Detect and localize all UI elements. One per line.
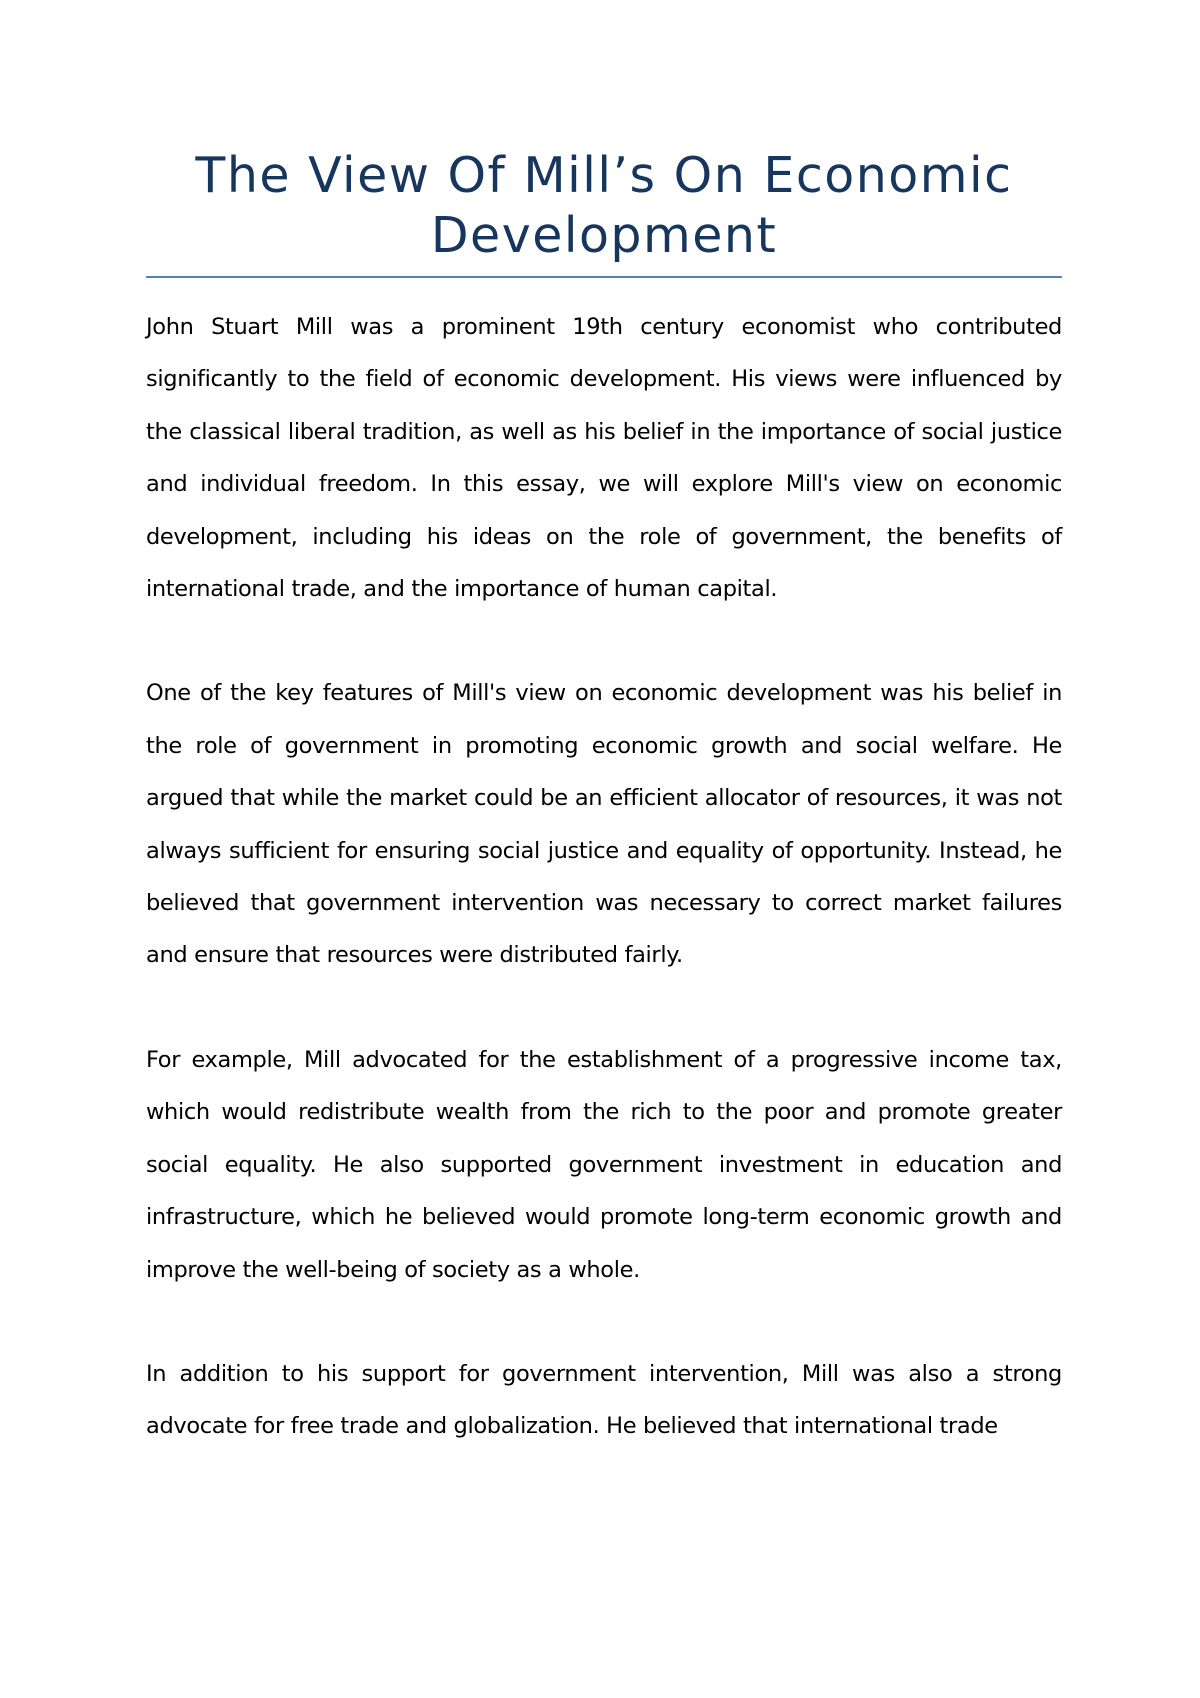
paragraph-2: One of the key features of Mill's view on economic development was his belief in the role of government in promoting economic growth and social welfare. He argued that while the market could be an efficient allocator of resources, it was not always sufficient for ensuring social justice and equality of opportunity. Instead, he believed that government intervention was necessary to correct market failures and ensure that resources were distributed fairly.: [146, 680, 1062, 969]
paragraph-4: In addition to his support for government intervention, Mill was also a strong advocate for free trade and globalization. He believed that international trade: [146, 1360, 1062, 1440]
title-underline-divider: [146, 276, 1062, 278]
title-block: [146, 146, 1062, 266]
document-body: [146, 301, 1062, 1505]
paragraph-1: John Stuart Mill was a prominent 19th century economist who contributed significantly to the field of economic development. His views were influenced by the classical liberal tradition, as well as his belief in the importance of social justice and individual freedom. In this essay, we will explore Mill's view on economic development, including his ideas on the role of government, the benefits of international trade, and the importance of human capital.: [146, 314, 1062, 603]
document-title: The View Of Mill’s On Economic Development: [195, 147, 1013, 264]
paragraph-3: For example, Mill advocated for the establishment of a progressive income tax, which would redistribute wealth from the rich to the poor and promote greater social equality. He also supported government investment in education and infrastructure, which he believed would promote long-term economic growth and improve the well-being of society as a whole.: [146, 1046, 1062, 1283]
